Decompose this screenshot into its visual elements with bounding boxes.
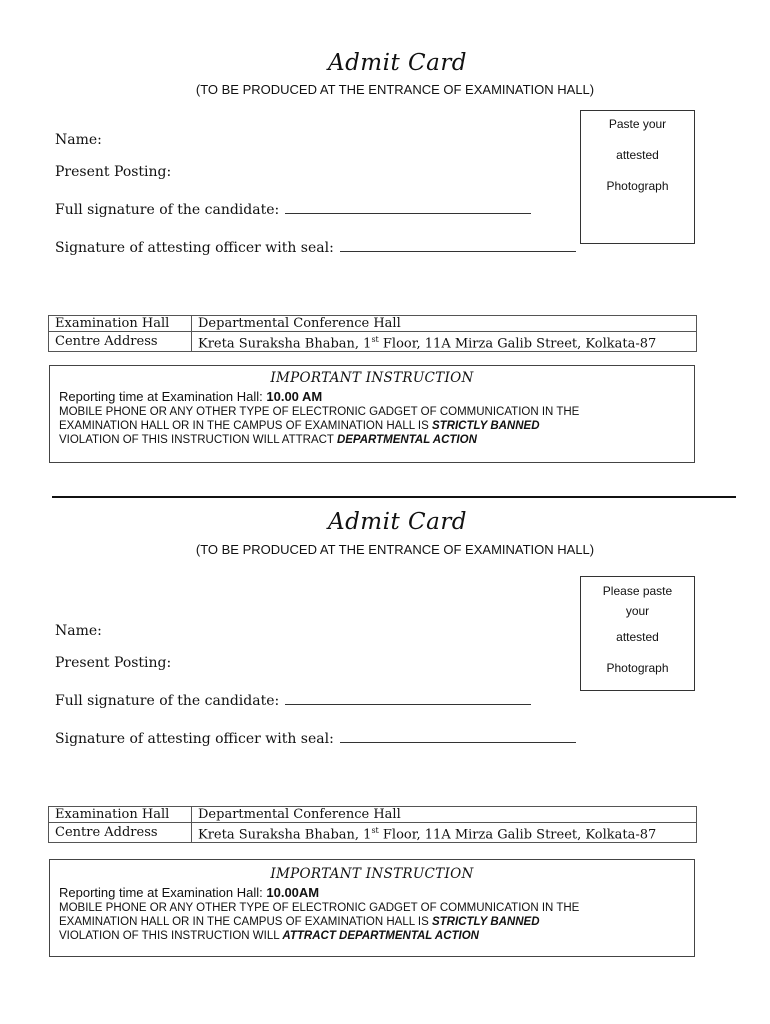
card1-candidate-signature-label: Full signature of the candidate: — [55, 202, 280, 218]
card1-subtitle: (TO BE PRODUCED AT THE ENTRANCE OF EXAMINATION HALL) — [195, 82, 595, 97]
card1-title: Admit Card — [327, 50, 468, 76]
card1-photo-text-1: Paste your — [608, 117, 667, 131]
card1-officer-signature-label: Signature of attesting officer with seal: — [55, 240, 334, 256]
card2-candidate-signature-line[interactable] — [285, 694, 531, 705]
card2-photo-text-1: Please paste — [602, 584, 673, 598]
card2-exam-info-table — [48, 806, 697, 843]
card1-posting-label: Present Posting: — [55, 164, 172, 180]
card2-reporting-value: 10.00AM — [266, 885, 320, 900]
card2-centre-value-pre: Kreta Suraksha Bhaban, 1 — [198, 827, 372, 843]
card1-photo-text-3: Photograph — [606, 179, 669, 193]
card2-instruction-line-2 — [59, 916, 694, 928]
card1-centre-label: Centre Address — [49, 332, 192, 352]
table-row — [49, 807, 697, 823]
card2-instruction-line-3 — [59, 930, 694, 942]
card2-photo-text-2: your — [625, 604, 650, 618]
card2-name-label: Name: — [55, 623, 102, 639]
card2-line3-bold: ATTRACT DEPARTMENTAL ACTION — [282, 930, 479, 942]
card2-candidate-signature[interactable] — [55, 693, 531, 709]
card1-centre-value — [192, 332, 697, 352]
card2-instruction-heading: IMPORTANT INSTRUCTION — [270, 866, 474, 882]
card1-line3-bold: DEPARTMENTAL ACTION — [336, 434, 477, 446]
card1-instruction-line-2 — [59, 420, 694, 432]
card2-reporting-label: Reporting time at Examination Hall: — [59, 885, 267, 900]
card2-centre-value — [192, 823, 697, 843]
card1-reporting-label: Reporting time at Examination Hall: — [59, 389, 267, 404]
card1-officer-signature[interactable] — [55, 240, 576, 256]
card2-line3-text: VIOLATION OF THIS INSTRUCTION WILL — [59, 930, 283, 942]
card1-officer-signature-line[interactable] — [340, 241, 576, 252]
card1-instruction-heading: IMPORTANT INSTRUCTION — [270, 370, 474, 386]
card1-hall-label: Examination Hall — [49, 316, 192, 332]
card2-centre-value-sup: st — [371, 826, 379, 835]
card2-photo-text-3: attested — [616, 630, 659, 644]
card1-instruction-box — [49, 365, 695, 463]
card1-line2-bold: STRICTLY BANNED — [431, 420, 540, 432]
card2-photo-box — [580, 576, 695, 691]
table-row — [49, 332, 697, 352]
card1-centre-value-pre: Kreta Suraksha Bhaban, 1 — [198, 336, 372, 352]
card2-centre-label: Centre Address — [49, 823, 192, 843]
card2-candidate-signature-label: Full signature of the candidate: — [55, 693, 280, 709]
card2-instruction-box — [49, 859, 695, 957]
card2-title: Admit Card — [327, 509, 468, 535]
card2-hall-label: Examination Hall — [49, 807, 192, 823]
table-row — [49, 316, 697, 332]
card2-officer-signature-line[interactable] — [340, 732, 576, 743]
card2-officer-signature-label: Signature of attesting officer with seal: — [55, 731, 334, 747]
card2-hall-value: Departmental Conference Hall — [192, 807, 697, 823]
card1-centre-value-sup: st — [371, 335, 379, 344]
card-separator — [52, 496, 736, 498]
card1-line3-text: VIOLATION OF THIS INSTRUCTION WILL ATTRACT — [59, 434, 337, 446]
card1-name-label: Name: — [55, 132, 102, 148]
card2-line2-bold: STRICTLY BANNED — [431, 916, 540, 928]
card1-centre-value-post: Floor, 11A Mirza Galib Street, Kolkata-87 — [378, 336, 657, 352]
card1-candidate-signature-line[interactable] — [285, 203, 531, 214]
card1-line2-text: EXAMINATION HALL OR IN THE CAMPUS OF EXAMINATION HALL IS — [59, 420, 432, 432]
card2-subtitle: (TO BE PRODUCED AT THE ENTRANCE OF EXAMINATION HALL) — [195, 542, 595, 557]
card1-exam-info-table — [48, 315, 697, 352]
card1-instruction-line-1: MOBILE PHONE OR ANY OTHER TYPE OF ELECTRONIC GADGET OF COMMUNICATION IN THE — [59, 406, 580, 418]
card1-instruction-line-3 — [59, 434, 694, 446]
card1-reporting-value: 10.00 AM — [266, 389, 323, 404]
card1-photo-box — [580, 110, 695, 244]
card2-instruction-line-1: MOBILE PHONE OR ANY OTHER TYPE OF ELECTRONIC GADGET OF COMMUNICATION IN THE — [59, 902, 580, 914]
card2-reporting-time — [59, 885, 694, 900]
card2-centre-value-post: Floor, 11A Mirza Galib Street, Kolkata-87 — [378, 827, 657, 843]
card2-posting-label: Present Posting: — [55, 655, 172, 671]
card2-photo-text-4: Photograph — [606, 661, 669, 675]
card1-hall-value: Departmental Conference Hall — [192, 316, 697, 332]
card2-officer-signature[interactable] — [55, 731, 576, 747]
card1-candidate-signature[interactable] — [55, 202, 531, 218]
card1-photo-text-2: attested — [616, 148, 659, 162]
card1-reporting-time — [59, 389, 694, 404]
table-row — [49, 823, 697, 843]
card2-line2-text: EXAMINATION HALL OR IN THE CAMPUS OF EXAMINATION HALL IS — [59, 916, 432, 928]
